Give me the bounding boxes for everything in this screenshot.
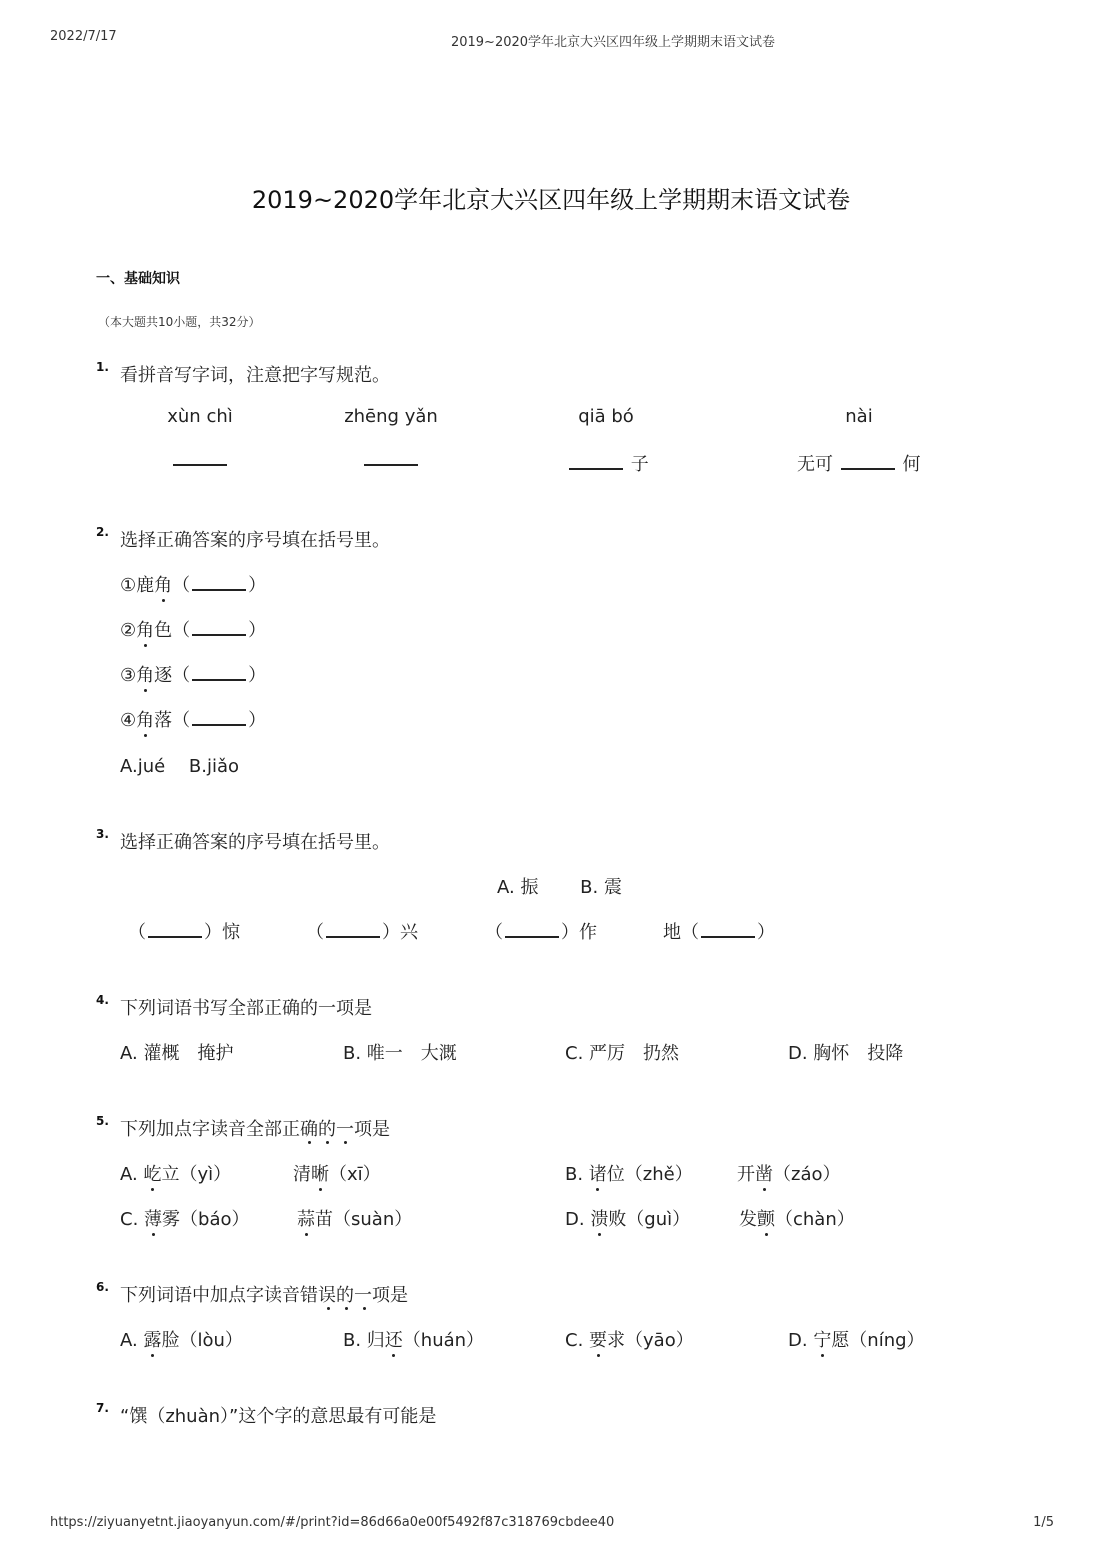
paren: （: [172, 710, 191, 731]
option-text: 愿（níng）: [831, 1330, 925, 1351]
option-d-2[interactable]: [739, 1205, 855, 1231]
emphasized-char: 角: [154, 575, 173, 596]
question-stem: 下列加点字读音全部正确的一项是: [120, 1119, 390, 1140]
print-doc-title: 2019~2020学年北京大兴区四年级上学期期末语文试卷: [450, 35, 776, 50]
item-char: 鹿: [136, 575, 155, 596]
page-number: 1/5: [1033, 1515, 1054, 1530]
question-stem: 下列词语书写全部正确的一项是: [120, 998, 372, 1019]
option-text: 立（yì）: [161, 1164, 232, 1185]
options-line: A.jué B.jiǎo: [120, 756, 240, 777]
option-b[interactable]: [565, 1160, 693, 1186]
emphasis-dot: [326, 1141, 329, 1144]
paren: （: [172, 665, 191, 686]
emphasized-char: 要: [589, 1330, 608, 1351]
option-c[interactable]: [120, 1205, 249, 1231]
list-item: [120, 706, 266, 732]
answer-blank[interactable]: [701, 924, 755, 938]
section-heading: 一、基础知识: [96, 271, 180, 287]
pinyin-2: zhēng yǎn: [344, 406, 438, 427]
answer-blank[interactable]: [192, 622, 246, 636]
question-number: 1.: [96, 360, 109, 374]
emphasized-char: 屹: [143, 1164, 162, 1185]
question-stem: 下列词语中加点字读音错误的一项是: [120, 1285, 408, 1306]
option-label: B.: [565, 1164, 589, 1185]
option-text: （chàn）: [775, 1209, 855, 1230]
emphasized-char: 宁: [813, 1330, 832, 1351]
list-item: [120, 661, 266, 687]
emphasized-char: 凿: [755, 1164, 773, 1185]
paren: （: [172, 575, 191, 596]
answer-blank-row: [797, 450, 920, 476]
option-text: 位（zhě）: [606, 1164, 693, 1185]
emphasis-dot: [345, 1307, 348, 1310]
pinyin-3: qiā bó: [578, 406, 634, 427]
paren: ）: [248, 620, 267, 641]
item-char: 色: [154, 620, 173, 641]
emphasized-char: 露: [143, 1330, 162, 1351]
item-char: 落: [154, 710, 173, 731]
option-b[interactable]: B. 唯一 大溉: [343, 1043, 457, 1064]
answer-blank[interactable]: [569, 456, 623, 470]
emphasized-char: 晰: [311, 1164, 329, 1185]
option-d[interactable]: [565, 1205, 690, 1231]
emphasized-char: 颤: [757, 1209, 775, 1230]
page-title: 2019~2020学年北京大兴区四年级上学期期末语文试卷: [251, 186, 851, 214]
answer-blank[interactable]: [192, 577, 246, 591]
paren: （: [172, 620, 191, 641]
prefix-text: 无可: [797, 454, 833, 475]
answer-blank[interactable]: [192, 712, 246, 726]
option-a[interactable]: [120, 1326, 243, 1352]
emphasized-char: 角: [136, 710, 155, 731]
question-number: 5.: [96, 1114, 109, 1128]
option-text: 发: [739, 1209, 757, 1230]
option-label: D.: [565, 1209, 591, 1230]
paren: （: [306, 922, 324, 943]
emphasized-char: 角: [136, 620, 155, 641]
question-stem: 选择正确答案的序号填在括号里。: [120, 832, 390, 853]
option-label: A.: [120, 1330, 144, 1351]
option-text: 苗（suàn）: [315, 1209, 413, 1230]
answer-blank[interactable]: [171, 450, 229, 471]
fill-item: [306, 918, 418, 944]
option-d[interactable]: [788, 1326, 925, 1352]
answer-blank[interactable]: [841, 456, 895, 470]
paren: ）: [561, 922, 579, 943]
emphasized-char: 蒜: [297, 1209, 315, 1230]
answer-blank[interactable]: [192, 667, 246, 681]
option-text: （záo）: [773, 1164, 841, 1185]
paren: ）: [248, 575, 267, 596]
answer-blank[interactable]: [505, 924, 559, 938]
paren: ）: [204, 922, 222, 943]
option-text: （xī）: [329, 1164, 381, 1185]
answer-blank[interactable]: [148, 924, 202, 938]
print-date: 2022/7/17: [50, 29, 117, 44]
item-char: 作: [579, 922, 597, 943]
emphasized-char: 还: [384, 1330, 403, 1351]
paren: ）: [248, 665, 267, 686]
option-b-2[interactable]: [737, 1160, 841, 1186]
item-char: 惊: [222, 922, 240, 943]
emphasis-dot: [344, 1141, 347, 1144]
emphasized-char: 角: [136, 665, 155, 686]
option-text: 雾（báo）: [162, 1209, 250, 1230]
pinyin-1: xùn chì: [167, 406, 233, 427]
print-url[interactable]: https://ziyuanyetnt.jiaoyanyun.com/#/print?id=86d66a0e00f5492f87c318769cbdee40: [50, 1515, 615, 1530]
emphasis-dot: [363, 1307, 366, 1310]
item-char: 地: [663, 922, 681, 943]
item-mark: ③: [120, 665, 137, 686]
emphasis-dot: [308, 1141, 311, 1144]
item-char: 逐: [154, 665, 173, 686]
option-c-2[interactable]: [297, 1205, 412, 1231]
item-mark: ②: [120, 620, 137, 641]
option-text: 清: [293, 1164, 311, 1185]
item-mark: ①: [120, 575, 137, 596]
option-c[interactable]: [565, 1326, 694, 1352]
option-c[interactable]: C. 严厉 扔然: [565, 1043, 680, 1064]
option-b[interactable]: [343, 1326, 484, 1352]
option-a[interactable]: [120, 1160, 231, 1186]
list-item: [120, 571, 266, 597]
fill-item: [663, 918, 775, 944]
options-line: A. 振 B. 震: [497, 877, 622, 898]
paren: （: [681, 922, 699, 943]
question-stem: 看拼音写字词，注意把字写规范。: [120, 365, 390, 386]
answer-blank-row: [567, 450, 649, 476]
question-number: 7.: [96, 1401, 109, 1415]
emphasized-char: 溃: [590, 1209, 609, 1230]
item-mark: ④: [120, 710, 137, 731]
emphasis-dot: [327, 1307, 330, 1310]
item-char: 兴: [400, 922, 418, 943]
option-a-2[interactable]: [293, 1160, 381, 1186]
question-number: 3.: [96, 827, 109, 841]
emphasized-char: 诸: [588, 1164, 607, 1185]
option-d[interactable]: D. 胸怀 投降: [788, 1043, 904, 1064]
option-text: 败（guì）: [608, 1209, 691, 1230]
list-item: [120, 616, 266, 642]
question-number: 4.: [96, 993, 109, 1007]
emphasized-char: 薄: [144, 1209, 163, 1230]
option-label: D.: [788, 1330, 814, 1351]
option-text: 求（yāo）: [607, 1330, 694, 1351]
fill-item: [485, 918, 597, 944]
fill-item: [128, 918, 240, 944]
question-stem: “馔（zhuàn）”这个字的意思最有可能是: [120, 1406, 437, 1427]
option-label: C.: [565, 1330, 590, 1351]
paren: （: [485, 922, 503, 943]
option-a[interactable]: A. 灌概 掩护: [120, 1043, 234, 1064]
suffix-text: 子: [630, 454, 649, 475]
section-note: （本大题共10小题，共32分）: [98, 315, 261, 329]
paren: ）: [382, 922, 400, 943]
option-text: 开: [737, 1164, 755, 1185]
option-label: C.: [120, 1209, 145, 1230]
question-number: 6.: [96, 1280, 109, 1294]
option-label: A.: [120, 1164, 144, 1185]
paren: （: [128, 922, 146, 943]
pinyin-4: nài: [845, 406, 873, 427]
paren: ）: [757, 922, 775, 943]
suffix-text: 何: [902, 454, 921, 475]
option-text: （huán）: [402, 1330, 485, 1351]
answer-blank[interactable]: [326, 924, 380, 938]
question-number: 2.: [96, 525, 109, 539]
option-text: 脸（lòu）: [161, 1330, 243, 1351]
paren: ）: [248, 710, 267, 731]
answer-blank[interactable]: [362, 450, 420, 471]
option-label: B. 归: [343, 1330, 385, 1351]
question-stem: 选择正确答案的序号填在括号里。: [120, 530, 390, 551]
